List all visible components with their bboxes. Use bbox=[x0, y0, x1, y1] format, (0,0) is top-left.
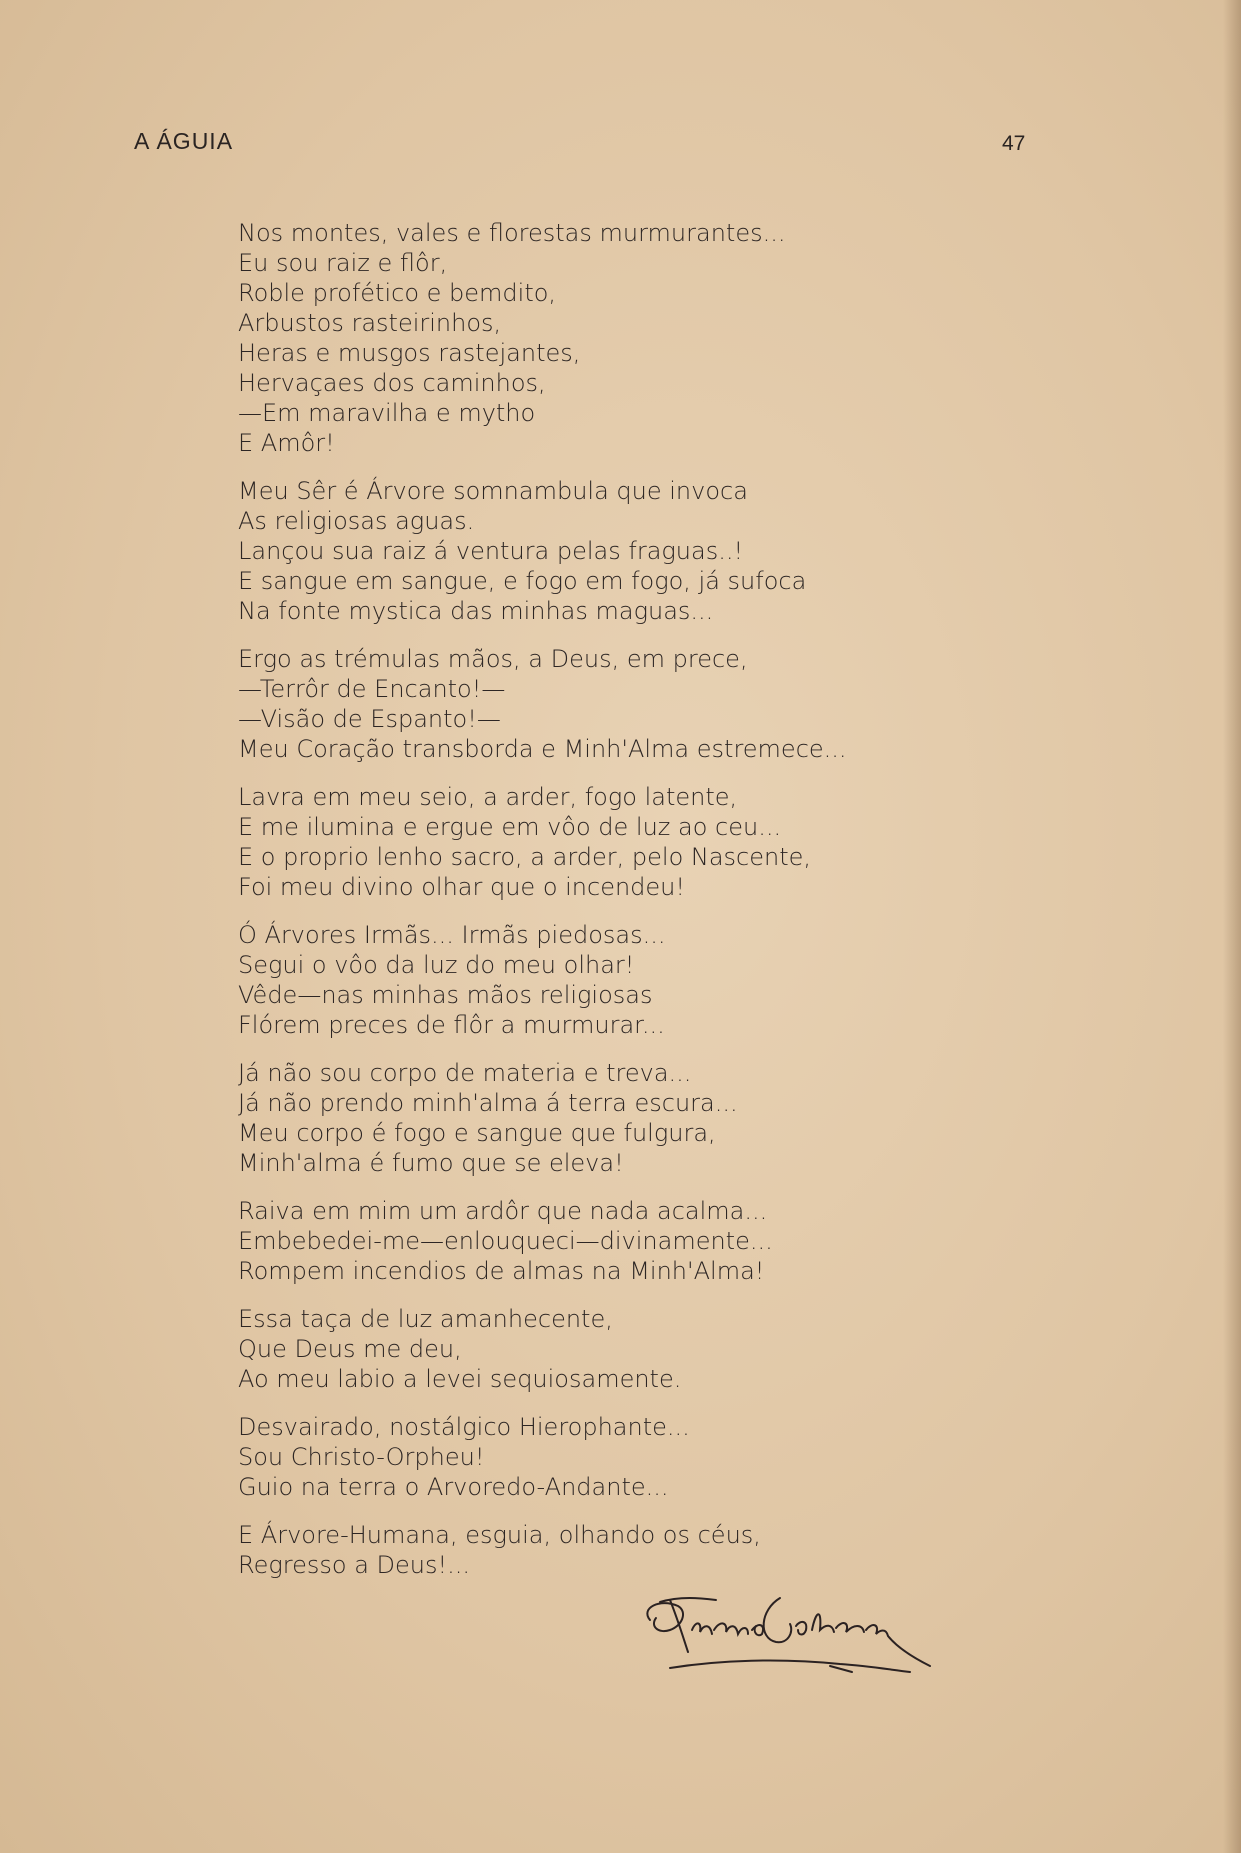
stanza bbox=[238, 1196, 1138, 1286]
stanza bbox=[238, 218, 1138, 458]
poem-line: —Terrôr de Encanto!— bbox=[238, 675, 506, 703]
poem-line: E Árvore-Humana, esguia, olhando os céus, bbox=[238, 1521, 761, 1549]
poem-line: Regresso a Deus!... bbox=[238, 1551, 470, 1579]
poem-line: Que Deus me deu, bbox=[238, 1335, 462, 1363]
poem-line: Nos montes, vales e florestas murmurantes... bbox=[238, 219, 786, 247]
handwritten-signature bbox=[630, 1580, 950, 1680]
poem-line: Já não prendo minh'alma á terra escura... bbox=[238, 1089, 738, 1117]
poem-line: Arbustos rasteirinhos, bbox=[238, 309, 502, 337]
poem-line: Ao meu labio a levei sequiosamente. bbox=[238, 1365, 682, 1393]
page-number: 47 bbox=[1002, 132, 1026, 155]
page-spine-shadow bbox=[1223, 0, 1241, 1853]
poem-line: Ergo as trémulas mãos, a Deus, em prece, bbox=[238, 645, 748, 673]
poem-line: Roble profético e bemdito, bbox=[238, 279, 557, 307]
poem-line: Hervaçaes dos caminhos, bbox=[238, 369, 546, 397]
running-head: A ÁGUIA bbox=[134, 128, 234, 154]
poem-line: Na fonte mystica das minhas maguas... bbox=[238, 597, 714, 625]
poem-line: Meu Coração transborda e Minh'Alma estremece... bbox=[238, 735, 847, 763]
poem-line: Foi meu divino olhar que o incendeu! bbox=[238, 873, 686, 901]
poem-line: Lançou sua raiz á ventura pelas fraguas..! bbox=[238, 537, 744, 565]
poem-line: As religiosas aguas. bbox=[238, 507, 475, 535]
stanza bbox=[238, 1058, 1138, 1178]
poem-line: Meu Sêr é Árvore somnambula que invoca bbox=[238, 477, 748, 505]
poem-line: —Visão de Espanto!— bbox=[238, 705, 501, 733]
poem-line: E o proprio lenho sacro, a arder, pelo Nascente, bbox=[238, 843, 812, 871]
poem-line: Embebedei-me—enlouqueci—divinamente... bbox=[238, 1227, 773, 1255]
poem-line: E sangue em sangue, e fogo em fogo, já sufoca bbox=[238, 567, 807, 595]
poem-line: Raiva em mim um ardôr que nada acalma... bbox=[238, 1197, 768, 1225]
poem-line: Essa taça de luz amanhecente, bbox=[238, 1305, 613, 1333]
poem-line: Flórem preces de flôr a murmurar... bbox=[238, 1011, 665, 1039]
poem-line: Segui o vôo da luz do meu olhar! bbox=[238, 951, 635, 979]
poem-line: Guio na terra o Arvoredo-Andante... bbox=[238, 1473, 669, 1501]
stanza bbox=[238, 644, 1138, 764]
stanza bbox=[238, 782, 1138, 902]
stanza bbox=[238, 1520, 1138, 1580]
poem-line: E Amôr! bbox=[238, 429, 335, 457]
poem-line: Heras e musgos rastejantes, bbox=[238, 339, 581, 367]
poem-body bbox=[238, 218, 1138, 1598]
poem-line: Lavra em meu seio, a arder, fogo latente, bbox=[238, 783, 738, 811]
poem-line: —Em maravilha e mytho bbox=[238, 399, 536, 427]
poem-line: Já não sou corpo de materia e treva... bbox=[238, 1059, 692, 1087]
poem-line: Eu sou raiz e flôr, bbox=[238, 249, 448, 277]
poem-line: Meu corpo é fogo e sangue que fulgura, bbox=[238, 1119, 716, 1147]
poem-line: E me ilumina e ergue em vôo de luz ao ceu... bbox=[238, 813, 782, 841]
stanza bbox=[238, 1412, 1138, 1502]
poem-line: Minh'alma é fumo que se eleva! bbox=[238, 1149, 624, 1177]
poem-line: Ó Árvores Irmãs... Irmãs piedosas... bbox=[238, 921, 666, 949]
poem-line: Sou Christo-Orpheu! bbox=[238, 1443, 485, 1471]
poem-line: Vêde—nas minhas mãos religiosas bbox=[238, 981, 653, 1009]
stanza bbox=[238, 476, 1138, 626]
stanza bbox=[238, 920, 1138, 1040]
poem-line: Desvairado, nostálgico Hierophante... bbox=[238, 1413, 690, 1441]
stanza bbox=[238, 1304, 1138, 1394]
poem-line: Rompem incendios de almas na Minh'Alma! bbox=[238, 1257, 765, 1285]
